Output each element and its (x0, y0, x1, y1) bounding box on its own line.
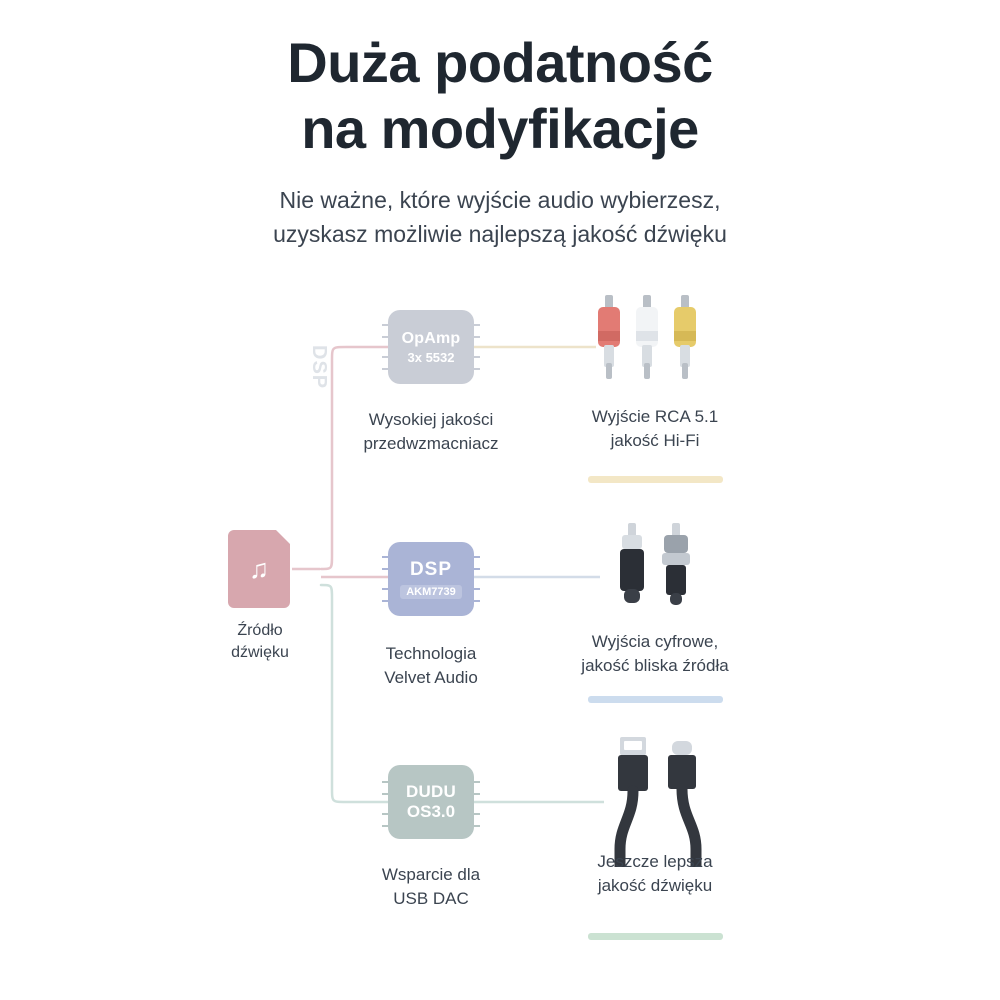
audio-flow-diagram (0, 285, 1000, 1000)
dsp-underline (588, 696, 723, 703)
usb-chip-line-1: DUDU (406, 782, 456, 801)
dsp-caption (316, 642, 546, 690)
usb-output-line-2: jakość dźwięku (597, 875, 713, 895)
usb-cable-icon (600, 737, 720, 867)
usb-caption-line-2: USB DAC (393, 888, 469, 908)
digital-audio-connectors-icon (600, 523, 715, 623)
opamp-chip-line-1: OpAmp (401, 329, 461, 347)
dsp-caption-line-1: Technologia (385, 644, 477, 663)
dsp-watermark: DSP (308, 345, 330, 390)
dsp-chip-line-2: AKM7739 (400, 585, 462, 599)
title-line-1: Duża podatność (287, 31, 713, 94)
usb-chip-line-2: OS3.0 (406, 802, 456, 821)
audio-source-card (228, 530, 290, 608)
opamp-caption-line-1: Wysokiej jakości (368, 410, 494, 429)
dsp-output-caption (525, 630, 785, 678)
usb-output-line-1: Jeszcze lepsza (597, 852, 713, 871)
opamp-output-caption (525, 405, 785, 453)
opamp-caption (316, 408, 546, 456)
source-label-line-2: dźwięku (231, 643, 289, 661)
source-label-line-1: Źródło (237, 622, 283, 639)
dsp-chip (388, 542, 474, 616)
usb-caption (316, 863, 546, 911)
usb-underline (588, 933, 723, 940)
page-title (120, 30, 880, 162)
opamp-output-line-1: Wyjście RCA 5.1 (591, 407, 719, 426)
opamp-underline (588, 476, 723, 483)
page-subtitle (0, 184, 1000, 251)
music-note-icon: ♫ (248, 553, 270, 584)
dsp-chip-line-1: DSP (409, 559, 453, 580)
dsp-output-line-2: jakość bliska źródła (581, 655, 729, 675)
rca-connectors-icon (592, 295, 712, 395)
subtitle-line-2: uzyskasz możliwie najlepszą jakość dźwięku (273, 220, 727, 247)
dsp-caption-line-2: Velvet Audio (384, 667, 478, 687)
opamp-chip-line-2: 3x 5532 (407, 349, 455, 365)
page-header (0, 0, 1000, 251)
audio-source-label (190, 620, 330, 663)
opamp-chip (388, 310, 474, 384)
card-fold-corner (276, 530, 290, 544)
usb-caption-line-1: Wsparcie dla (381, 865, 481, 884)
opamp-output-line-2: jakość Hi-Fi (610, 430, 700, 450)
dsp-output-line-1: Wyjścia cyfrowe, (591, 632, 719, 651)
title-line-2: na modyfikacje (301, 97, 699, 161)
opamp-caption-line-2: przedwzmacniacz (363, 433, 499, 453)
usb-output-caption (525, 850, 785, 898)
usb-dac-chip (388, 765, 474, 839)
subtitle-line-1: Nie ważne, które wyjście audio wybierzesz, (279, 187, 721, 214)
